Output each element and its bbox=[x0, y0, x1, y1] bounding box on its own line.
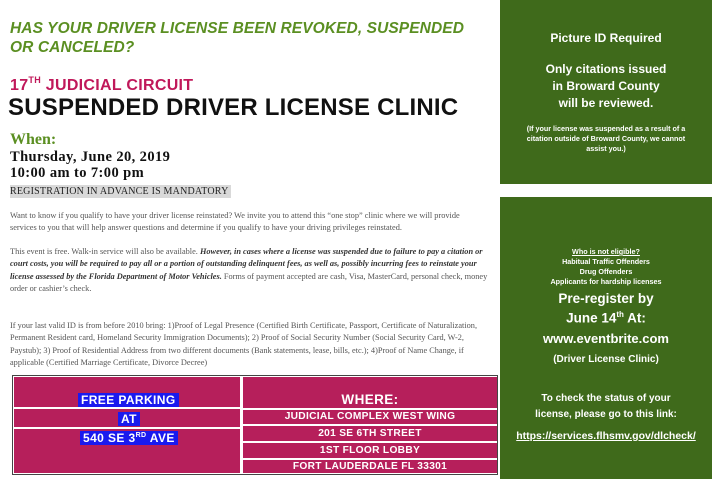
where-building: JUDICIAL COMPLEX WEST WING bbox=[284, 411, 456, 422]
clinic-title: SUSPENDED DRIVER LICENSE CLINIC bbox=[8, 94, 459, 121]
where-city: FORT LAUDERDALE FL 33301 bbox=[292, 461, 448, 472]
website-note: (Driver License Clinic) bbox=[553, 354, 659, 365]
circuit-number: 17 bbox=[10, 77, 29, 94]
parking-address bbox=[80, 431, 178, 445]
citations-line-2: in Broward County bbox=[552, 79, 660, 93]
eligibility-panel bbox=[500, 0, 712, 184]
out-of-county-note-3: assist you.) bbox=[586, 144, 626, 153]
ineligible-item: Habitual Traffic Offenders bbox=[562, 257, 650, 266]
preregister-line-1: Pre-register by bbox=[558, 291, 654, 306]
registration-notice: REGISTRATION IN ADVANCE IS MANDATORY bbox=[10, 186, 229, 197]
headline: HAS YOUR DRIVER LICENSE BEEN REVOKED, SUSPENDED OR CANCELED? bbox=[10, 20, 464, 56]
divider-line bbox=[243, 458, 497, 460]
divider-line bbox=[243, 441, 497, 443]
where-floor: 1ST FLOOR LOBBY bbox=[319, 445, 421, 456]
parking-line-2: AT bbox=[118, 412, 140, 426]
out-of-county-note-2: citation outside of Broward County, we cannot bbox=[526, 134, 686, 143]
circuit-heading bbox=[10, 75, 193, 95]
fees-intro: This event is free. Walk-in service will also be available. bbox=[10, 247, 200, 256]
circuit-rest: JUDICIAL CIRCUIT bbox=[41, 77, 194, 94]
parking-address-start: 540 SE 3 bbox=[83, 431, 136, 445]
payment-methods: Forms of payment accepted are cash, Visa, MasterCard, personal check, money order or cashier’s check. bbox=[10, 271, 488, 294]
parking-address-sup: RD bbox=[135, 432, 147, 439]
fees-paragraph bbox=[10, 246, 488, 296]
preregister-line-2 bbox=[500, 310, 712, 326]
where-street: 201 SE 6TH STREET bbox=[318, 428, 422, 439]
not-eligible-heading: Who is not eligible? bbox=[572, 247, 640, 256]
divider-line bbox=[243, 424, 497, 426]
ineligible-item: Applicants for hardship licenses bbox=[550, 277, 662, 286]
intro-paragraph: Want to know if you qualify to have your driver license reinstated? We invite you to attend this “one stop” clinic where we will provide services to you that will help answer questions and determine if you qualify to have your driving privileges reinstated. bbox=[10, 211, 460, 233]
when-label: When: bbox=[10, 131, 57, 148]
citations-line-1: Only citations issued bbox=[545, 62, 667, 76]
preregister-date: June 14 bbox=[566, 310, 617, 326]
parking-address-end: AVE bbox=[146, 431, 175, 445]
event-time: 10:00 am to 7:00 pm bbox=[10, 165, 145, 181]
divider-line bbox=[243, 408, 497, 410]
preregister-at: At: bbox=[623, 310, 646, 326]
where-label: WHERE: bbox=[341, 392, 399, 407]
documents-paragraph: If your last valid ID is from before 2010 bring: 1)Proof of Legal Presence (Certified Birth Certificate, Passport, Certificate of Naturalization, Permanent Resident card, Homeland Security Immigration Documents); 2) Proof of Social Security Number (Social Security Card, W-2, Paystub); 3) Proof of Residential Address from two different documents (Bank statements, lease, bills, etc.); 4)Proof of Name Change, if applicable (Certified Marriage Certificate, Divorce Decree) bbox=[10, 321, 478, 368]
citations-line-3: will be reviewed. bbox=[558, 96, 654, 110]
ineligible-item: Drug Offenders bbox=[579, 267, 633, 276]
circuit-suffix: TH bbox=[28, 75, 42, 85]
divider-line bbox=[14, 407, 240, 409]
eventbrite-website: www.eventbrite.com bbox=[543, 331, 669, 346]
status-check-link[interactable]: https://services.flhsmv.gov/dlcheck/ bbox=[516, 430, 696, 442]
divider-line bbox=[14, 427, 240, 429]
status-check-line-1: To check the status of your bbox=[541, 393, 671, 404]
preregister-date-sup: th bbox=[616, 310, 624, 319]
status-check-line-2: license, please go to this link: bbox=[535, 409, 677, 420]
picture-id-notice: Picture ID Required bbox=[550, 31, 662, 45]
preregister-panel bbox=[500, 197, 712, 479]
event-date: Thursday, June 20, 2019 bbox=[10, 149, 171, 165]
parking-line-1: FREE PARKING bbox=[78, 393, 179, 407]
fees-warning: However, in cases where a license was suspended due to failure to pay a citation or court costs, you will be required to pay all or a portion of outstanding delinquent fees, as well as, possibly incurring fees to reinstate your license assessed by the Florida Department of Motor Vehicles. bbox=[10, 247, 483, 281]
out-of-county-note-1: (If your license was suspended as a result of a bbox=[526, 124, 686, 133]
